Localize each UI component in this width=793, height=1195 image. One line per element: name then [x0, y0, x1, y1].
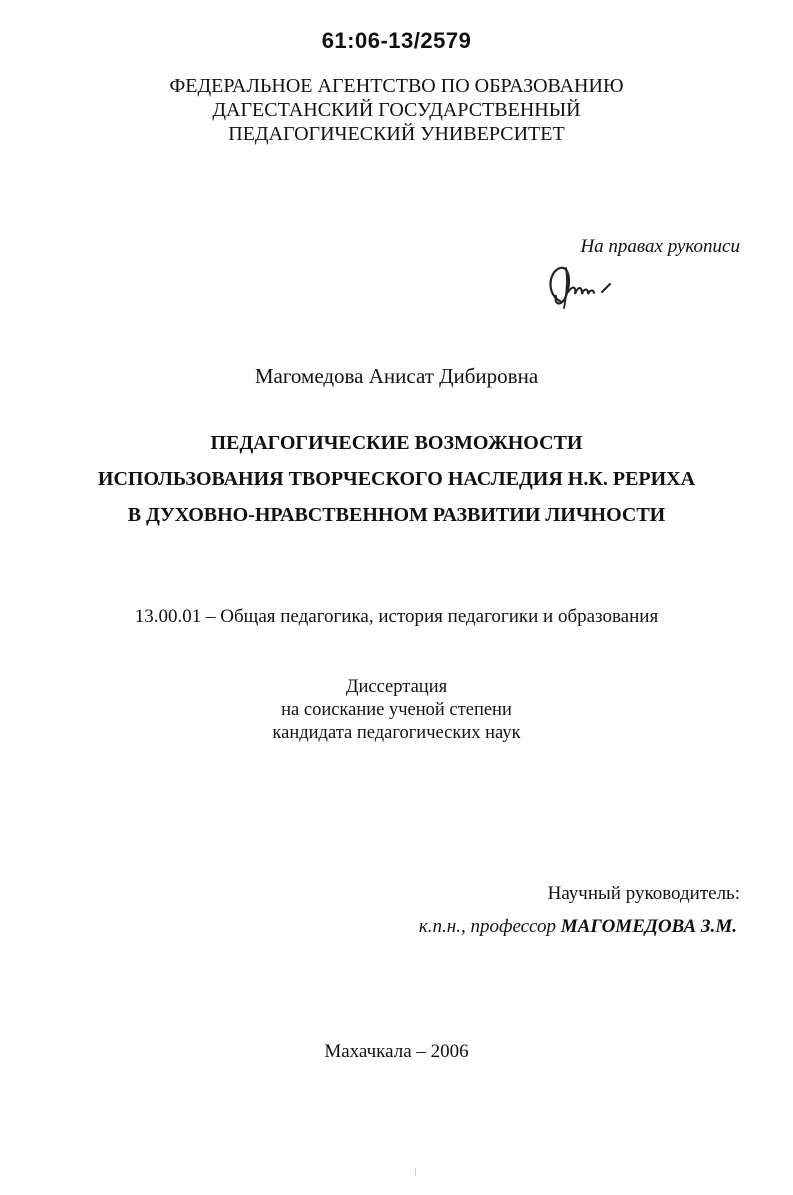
- degree-line: кандидата педагогических наук: [272, 723, 521, 743]
- organization-line: ФЕДЕРАЛЬНОЕ АГЕНТСТВО ПО ОБРАЗОВАНИЮ: [169, 75, 624, 97]
- specialty-code: 13.00.01 – Общая педагогика, история педагогики и образования: [134, 606, 659, 627]
- degree-line: на соискание ученой степени: [281, 700, 512, 720]
- city-year: Махачкала – 2006: [324, 1041, 469, 1062]
- document-code: 61:06-13/2579: [321, 28, 472, 53]
- advisor-surname: МАГОМЕДОВА З.М.: [560, 916, 737, 937]
- advisor-name: [419, 916, 737, 938]
- handwritten-signature: [540, 256, 630, 316]
- degree-line: Диссертация: [345, 677, 448, 697]
- title-line: ИСПОЛЬЗОВАНИЯ ТВОРЧЕСКОГО НАСЛЕДИЯ Н.К. РЕРИХА: [97, 468, 696, 490]
- scan-artifact: [415, 1168, 416, 1176]
- dissertation-title: [0, 425, 793, 533]
- organization-line: ДАГЕСТАНСКИЙ ГОСУДАРСТВЕННЫЙ: [212, 99, 581, 121]
- title-line: В ДУХОВНО-НРАВСТВЕННОМ РАЗВИТИИ ЛИЧНОСТИ: [127, 504, 666, 526]
- author-name: Магомедова Анисат Дибировна: [254, 364, 539, 388]
- dissertation-degree: [0, 676, 793, 745]
- advisor-label: Научный руководитель:: [547, 883, 740, 904]
- title-line: ПЕДАГОГИЧЕСКИЕ ВОЗМОЖНОСТИ: [210, 432, 583, 454]
- advisor-degree: к.п.н., профессор: [418, 916, 557, 937]
- manuscript-rights-note: На правах рукописи: [580, 236, 740, 257]
- organization-header: [0, 74, 793, 146]
- organization-line: ПЕДАГОГИЧЕСКИЙ УНИВЕРСИТЕТ: [228, 123, 565, 145]
